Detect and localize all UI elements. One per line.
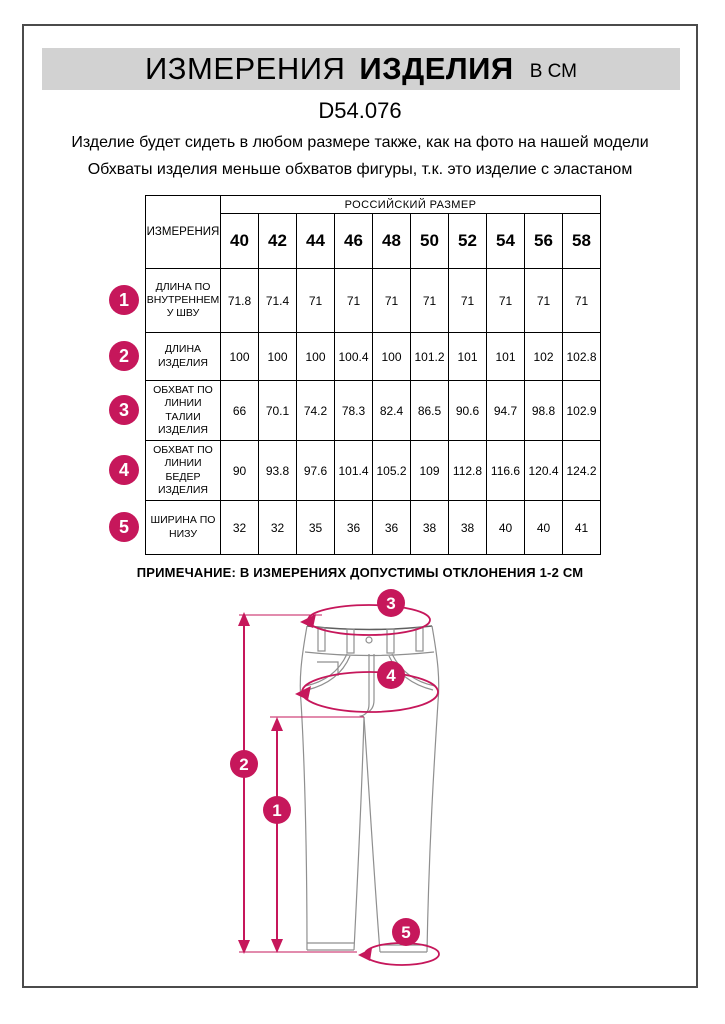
measurement-value: 40 [487,501,525,555]
measurement-value: 102 [525,333,563,381]
page-title-unit: В СМ [529,61,577,82]
measurement-label: ДЛИНА ИЗДЕЛИЯ [146,333,221,381]
page-frame [22,24,698,988]
measurement-value: 100 [373,333,411,381]
measurement-value: 36 [373,501,411,555]
row-marker-number: 4 [118,459,129,480]
title-bar [42,48,680,90]
measurement-value: 40 [525,501,563,555]
measurement-value: 105.2 [373,441,411,501]
diagram-marker-3 [377,589,405,617]
measurement-value: 93.8 [259,441,297,501]
description-line-2: Обхваты изделия меньше обхватов фигуры, т.к. это изделие с эластаном [87,161,633,178]
size-col-header: 52 [449,214,487,269]
measurement-value: 101.4 [335,441,373,501]
row-marker-3-badge [109,395,139,425]
measurement-value: 109 [411,441,449,501]
row-marker-number: 1 [118,289,129,310]
row-marker-number: 5 [118,516,129,537]
measurement-value: 70.1 [259,381,297,441]
page-title-main: ИЗМЕРЕНИЯ [145,51,346,86]
table-header-measurements: ИЗМЕРЕНИЯ [146,196,221,269]
size-col-header: 48 [373,214,411,269]
measurement-value: 71 [525,269,563,333]
hip-girth-ellipse [295,672,438,712]
jeans-sketch [217,590,517,1005]
measurement-value: 71 [373,269,411,333]
measurement-value: 71 [449,269,487,333]
jeans-drawing [300,626,439,952]
measurement-value: 41 [563,501,601,555]
measurement-value: 74.2 [297,381,335,441]
size-col-header: 58 [563,214,601,269]
marker-number: 2 [239,755,249,774]
size-col-header: 54 [487,214,525,269]
measurement-value: 32 [221,501,259,555]
size-table [145,195,601,555]
full-length-arrow [238,612,250,954]
measurement-value: 71.8 [221,269,259,333]
measurement-value: 101 [487,333,525,381]
measurement-value: 71 [563,269,601,333]
measurement-value: 38 [411,501,449,555]
measurement-value: 71 [411,269,449,333]
inseam-length-arrow [271,717,283,953]
measurement-value: 90 [221,441,259,501]
size-col-header: 56 [525,214,563,269]
hem-width-ellipse [358,943,439,965]
measurement-label: ШИРИНА ПО НИЗУ [146,501,221,555]
size-col-header: 44 [297,214,335,269]
table-row [146,381,601,441]
product-code: D54.076 [318,98,402,123]
diagram-marker-1 [263,796,291,824]
table-row [146,441,601,501]
measurement-value: 86.5 [411,381,449,441]
description-line-1: Изделие будет сидеть в любом размере также, как на фото на нашей модели [71,134,649,151]
measurement-value: 78.3 [335,381,373,441]
row-marker-number: 2 [118,345,129,366]
measurement-label: ОБХВАТ ПО ЛИНИИ БЕДЕР ИЗДЕЛИЯ [146,441,221,501]
size-col-header: 42 [259,214,297,269]
measurement-value: 124.2 [563,441,601,501]
measurement-value: 97.6 [297,441,335,501]
measurement-value: 112.8 [449,441,487,501]
table-header-size-group: РОССИЙСКИЙ РАЗМЕР [221,196,601,214]
row-marker-4-badge [109,455,139,485]
diagram-marker-5 [392,918,420,946]
measurement-value: 101.2 [411,333,449,381]
row-marker-1-badge [109,285,139,315]
measurement-value: 94.7 [487,381,525,441]
row-marker-5-badge [109,512,139,542]
measurement-value: 71 [335,269,373,333]
measurement-value: 38 [449,501,487,555]
marker-number: 5 [401,923,411,942]
measurement-value: 100 [297,333,335,381]
measurement-value: 71.4 [259,269,297,333]
row-marker-number: 3 [118,399,129,420]
diagram-marker-4 [377,661,405,689]
measurement-value: 100 [259,333,297,381]
measurement-label: ДЛИНА ПО ВНУТРЕННЕМУ ШВУ [146,269,221,333]
row-marker-2-badge [109,341,139,371]
table-row [146,269,601,333]
measurement-value: 102.8 [563,333,601,381]
measurement-value: 71 [487,269,525,333]
size-col-header: 40 [221,214,259,269]
marker-number: 1 [272,801,282,820]
table-row [146,501,601,555]
measurement-value: 35 [297,501,335,555]
measurement-value: 82.4 [373,381,411,441]
measurement-value: 98.8 [525,381,563,441]
measurement-label: ОБХВАТ ПО ЛИНИИ ТАЛИИ ИЗДЕЛИЯ [146,381,221,441]
garment-diagram [217,590,517,1005]
size-col-header: 46 [335,214,373,269]
diagram-marker-2 [230,750,258,778]
page-title-bold: ИЗДЕЛИЯ [359,51,514,86]
measurement-value: 71 [297,269,335,333]
marker-number: 3 [386,594,396,613]
measurement-value: 101 [449,333,487,381]
measurement-value: 32 [259,501,297,555]
waist-girth-ellipse [300,605,430,635]
measurement-value: 90.6 [449,381,487,441]
measurement-value: 100.4 [335,333,373,381]
measurement-value: 120.4 [525,441,563,501]
table-row [146,333,601,381]
marker-number: 4 [386,666,396,685]
measurement-value: 66 [221,381,259,441]
measurement-value: 116.6 [487,441,525,501]
measurement-value: 102.9 [563,381,601,441]
measurement-value: 36 [335,501,373,555]
tolerance-note: ПРИМЕЧАНИЕ: В ИЗМЕРЕНИЯХ ДОПУСТИМЫ ОТКЛОНЕНИЯ 1-2 СМ [136,565,584,580]
size-col-header: 50 [411,214,449,269]
measurement-value: 100 [221,333,259,381]
